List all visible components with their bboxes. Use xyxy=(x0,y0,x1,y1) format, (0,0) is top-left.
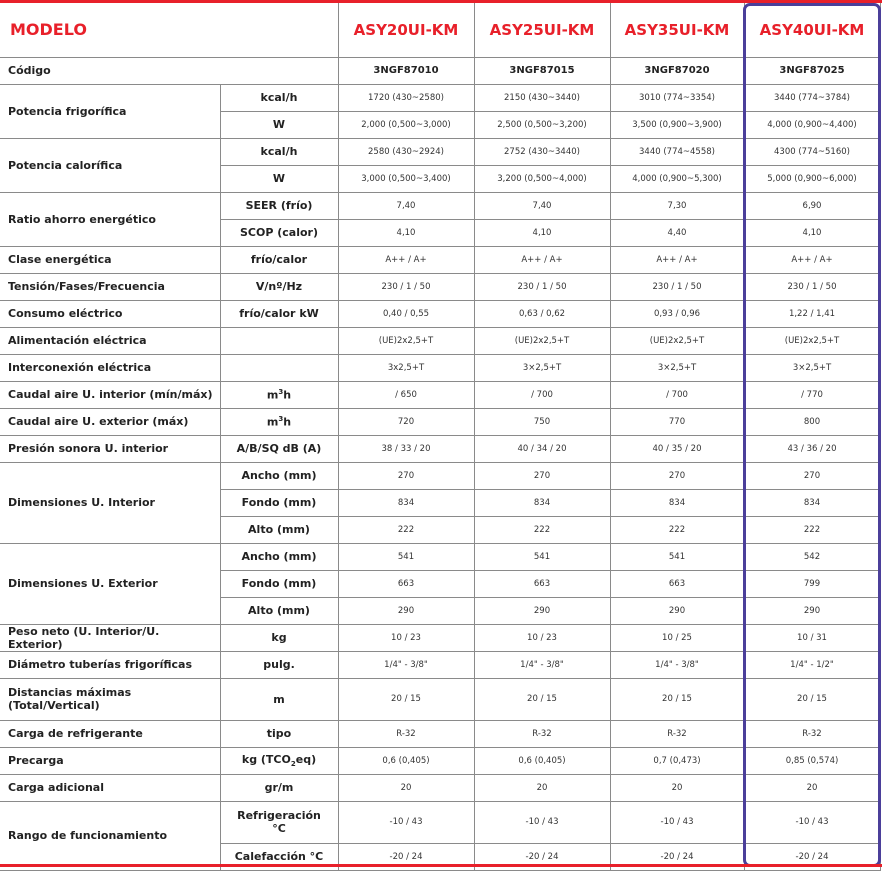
row-label: Potencia calorífica xyxy=(0,138,220,192)
cell-value: R-32 xyxy=(474,720,610,747)
cell-value: 20 / 15 xyxy=(744,678,880,720)
row-label: Interconexión eléctrica xyxy=(0,354,220,381)
cell-value: 222 xyxy=(338,516,474,543)
cell-value: 270 xyxy=(610,462,744,489)
header-row xyxy=(0,3,880,57)
row-label: Peso neto (U. Interior/U. Exterior) xyxy=(0,624,220,651)
unit-superscript: 3 xyxy=(278,414,284,423)
cell-value: 230 / 1 / 50 xyxy=(474,273,610,300)
table-row xyxy=(0,138,880,165)
cell-value: 4,000 (0,900~5,300) xyxy=(610,165,744,192)
cell-value: 541 xyxy=(338,543,474,570)
unit-cell xyxy=(220,747,338,774)
unit-cell: Ancho (mm) xyxy=(220,543,338,570)
cell-value: 3,500 (0,900~3,900) xyxy=(610,111,744,138)
cell-value: 222 xyxy=(744,516,880,543)
table-row xyxy=(0,543,880,570)
row-label: Alimentación eléctrica xyxy=(0,327,220,354)
cell-value: 3,000 (0,500~3,400) xyxy=(338,165,474,192)
cell-value: 663 xyxy=(610,570,744,597)
row-label: Tensión/Fases/Frecuencia xyxy=(0,273,220,300)
unit-cell: pulg. xyxy=(220,651,338,678)
row-label: Dimensiones U. Exterior xyxy=(0,543,220,624)
unit-tail: h xyxy=(283,415,292,429)
cell-value: 7,30 xyxy=(610,192,744,219)
cell-value: 20 xyxy=(744,774,880,801)
cell-value: -10 / 43 xyxy=(338,801,474,843)
cell-value: 7,40 xyxy=(338,192,474,219)
cell-value: 1,22 / 1,41 xyxy=(744,300,880,327)
cell-value: 3440 (774~3784) xyxy=(744,84,880,111)
cell-value: 542 xyxy=(744,543,880,570)
cell-value: 3NGF87020 xyxy=(610,57,744,84)
cell-value: 3NGF87015 xyxy=(474,57,610,84)
cell-value: A++ / A+ xyxy=(610,246,744,273)
cell-value: R-32 xyxy=(744,720,880,747)
table-row xyxy=(0,720,880,747)
unit-cell: gr/m xyxy=(220,774,338,801)
unit-cell xyxy=(220,408,338,435)
table-row xyxy=(0,273,880,300)
table-row xyxy=(0,435,880,462)
cell-value: 270 xyxy=(338,462,474,489)
unit-main: m xyxy=(266,415,279,429)
cell-value: 270 xyxy=(474,462,610,489)
unit-cell: kcal/h xyxy=(220,84,338,111)
unit-tail: h xyxy=(283,388,292,402)
cell-value: 2,500 (0,500~3,200) xyxy=(474,111,610,138)
unit-cell: m xyxy=(220,678,338,720)
cell-value: -10 / 43 xyxy=(610,801,744,843)
cell-value: -20 / 24 xyxy=(338,843,474,870)
cell-value: (UE)2x2,5+T xyxy=(474,327,610,354)
cell-value: 1720 (430~2580) xyxy=(338,84,474,111)
cell-value: 1/4" - 3/8" xyxy=(610,651,744,678)
cell-value: 20 xyxy=(338,774,474,801)
table-row xyxy=(0,84,880,111)
unit-cell: kcal/h xyxy=(220,138,338,165)
unit-cell: Fondo (mm) xyxy=(220,570,338,597)
row-label: Presión sonora U. interior xyxy=(0,435,220,462)
cell-value: A++ / A+ xyxy=(474,246,610,273)
cell-value: (UE)2x2,5+T xyxy=(744,327,880,354)
unit-main: kg (TCO xyxy=(241,752,291,766)
unit-cell: SEER (frío) xyxy=(220,192,338,219)
cell-value: 0,40 / 0,55 xyxy=(338,300,474,327)
row-label: Ratio ahorro energético xyxy=(0,192,220,246)
cell-value: 2,000 (0,500~3,000) xyxy=(338,111,474,138)
cell-value: 20 / 15 xyxy=(338,678,474,720)
cell-value: 0,63 / 0,62 xyxy=(474,300,610,327)
cell-value: 20 xyxy=(610,774,744,801)
cell-value: A++ / A+ xyxy=(338,246,474,273)
cell-value: 720 xyxy=(338,408,474,435)
unit-line2: °C xyxy=(272,822,286,835)
cell-value: 3x2,5+T xyxy=(338,354,474,381)
cell-value: R-32 xyxy=(610,720,744,747)
table-row xyxy=(0,801,880,843)
cell-value: 10 / 31 xyxy=(744,624,880,651)
cell-value: 20 / 15 xyxy=(474,678,610,720)
cell-value: / 770 xyxy=(744,381,880,408)
unit-cell: kg xyxy=(220,624,338,651)
model-name: ASY25UI-KM xyxy=(474,3,610,57)
unit-cell: frío/calor kW xyxy=(220,300,338,327)
cell-value: / 700 xyxy=(474,381,610,408)
unit-tail: eq) xyxy=(295,752,317,766)
table-row xyxy=(0,57,880,84)
table-row xyxy=(0,462,880,489)
row-label: Potencia frigorífica xyxy=(0,84,220,138)
cell-value: 38 / 33 / 20 xyxy=(338,435,474,462)
row-label-line2: (Total/Vertical) xyxy=(8,699,100,712)
cell-value: 834 xyxy=(474,489,610,516)
unit-cell: A/B/SQ dB (A) xyxy=(220,435,338,462)
cell-value: 20 xyxy=(474,774,610,801)
unit-cell: Calefacción °C xyxy=(220,843,338,870)
cell-value: / 650 xyxy=(338,381,474,408)
unit-line1: Refrigeración xyxy=(237,809,321,822)
cell-value: 290 xyxy=(474,597,610,624)
cell-value: 770 xyxy=(610,408,744,435)
cell-value: -20 / 24 xyxy=(610,843,744,870)
cell-value: 3NGF87025 xyxy=(744,57,880,84)
unit-main: m xyxy=(266,388,279,402)
cell-value: 799 xyxy=(744,570,880,597)
cell-value: 541 xyxy=(474,543,610,570)
cell-value: 3×2,5+T xyxy=(474,354,610,381)
model-name: ASY20UI-KM xyxy=(338,3,474,57)
cell-value: 10 / 23 xyxy=(474,624,610,651)
cell-value: 663 xyxy=(474,570,610,597)
cell-value: R-32 xyxy=(338,720,474,747)
cell-value: 290 xyxy=(338,597,474,624)
cell-value: 10 / 25 xyxy=(610,624,744,651)
row-label: Diámetro tuberías frigoríficas xyxy=(0,651,220,678)
cell-value: 3,200 (0,500~4,000) xyxy=(474,165,610,192)
cell-value: 834 xyxy=(610,489,744,516)
cell-value: 3NGF87010 xyxy=(338,57,474,84)
cell-value: 834 xyxy=(744,489,880,516)
row-label: Clase energética xyxy=(0,246,220,273)
cell-value: 0,6 (0,405) xyxy=(474,747,610,774)
unit-cell: W xyxy=(220,111,338,138)
table-row xyxy=(0,381,880,408)
cell-value: 4,10 xyxy=(744,219,880,246)
cell-value: 663 xyxy=(338,570,474,597)
cell-value: (UE)2x2,5+T xyxy=(610,327,744,354)
cell-value: 0,6 (0,405) xyxy=(338,747,474,774)
table-row xyxy=(0,246,880,273)
cell-value: 230 / 1 / 50 xyxy=(610,273,744,300)
cell-value: 40 / 35 / 20 xyxy=(610,435,744,462)
table-row xyxy=(0,651,880,678)
unit-subscript: 2 xyxy=(290,760,296,769)
cell-value: 4,10 xyxy=(474,219,610,246)
cell-value: 750 xyxy=(474,408,610,435)
row-label xyxy=(0,678,220,720)
table-row xyxy=(0,327,880,354)
unit-cell: frío/calor xyxy=(220,246,338,273)
cell-value: 3×2,5+T xyxy=(744,354,880,381)
unit-cell xyxy=(220,801,338,843)
table-row xyxy=(0,624,880,651)
unit-cell xyxy=(220,327,338,354)
unit-cell: Alto (mm) xyxy=(220,516,338,543)
cell-value: 0,7 (0,473) xyxy=(610,747,744,774)
table-row xyxy=(0,354,880,381)
cell-value: 2150 (430~3440) xyxy=(474,84,610,111)
row-label: Rango de funcionamiento xyxy=(0,801,220,870)
cell-value: 10 / 23 xyxy=(338,624,474,651)
table-row xyxy=(0,300,880,327)
unit-cell: tipo xyxy=(220,720,338,747)
unit-cell xyxy=(220,381,338,408)
unit-cell xyxy=(220,354,338,381)
cell-value: 7,40 xyxy=(474,192,610,219)
row-label: Dimensiones U. Interior xyxy=(0,462,220,543)
cell-value: 230 / 1 / 50 xyxy=(338,273,474,300)
cell-value: 20 / 15 xyxy=(610,678,744,720)
row-label: Carga de refrigerante xyxy=(0,720,220,747)
cell-value: / 700 xyxy=(610,381,744,408)
model-name: ASY40UI-KM xyxy=(744,3,880,57)
cell-value: 2580 (430~2924) xyxy=(338,138,474,165)
row-label: Precarga xyxy=(0,747,220,774)
bottom-red-rule xyxy=(0,864,882,867)
cell-value: 1/4" - 3/8" xyxy=(338,651,474,678)
cell-value: 1/4" - 3/8" xyxy=(474,651,610,678)
cell-value: -20 / 24 xyxy=(744,843,880,870)
cell-value: A++ / A+ xyxy=(744,246,880,273)
table-row xyxy=(0,678,880,720)
cell-value: 270 xyxy=(744,462,880,489)
row-label: Caudal aire U. interior (mín/máx) xyxy=(0,381,220,408)
model-name: ASY35UI-KM xyxy=(610,3,744,57)
unit-cell: V/nº/Hz xyxy=(220,273,338,300)
cell-value: 541 xyxy=(610,543,744,570)
cell-value: 4,40 xyxy=(610,219,744,246)
cell-value: 0,85 (0,574) xyxy=(744,747,880,774)
row-label-line1: Distancias máximas xyxy=(8,686,132,699)
cell-value: 290 xyxy=(610,597,744,624)
table-row xyxy=(0,408,880,435)
cell-value: 1/4" - 1/2" xyxy=(744,651,880,678)
table-row xyxy=(0,747,880,774)
cell-value: 5,000 (0,900~6,000) xyxy=(744,165,880,192)
cell-value: 290 xyxy=(744,597,880,624)
cell-value: 40 / 34 / 20 xyxy=(474,435,610,462)
cell-value: 3010 (774~3354) xyxy=(610,84,744,111)
cell-value: 3×2,5+T xyxy=(610,354,744,381)
unit-superscript: 3 xyxy=(278,387,284,396)
table-row xyxy=(0,774,880,801)
cell-value: -10 / 43 xyxy=(474,801,610,843)
cell-value: 222 xyxy=(474,516,610,543)
cell-value: 3440 (774~4558) xyxy=(610,138,744,165)
unit-cell: Fondo (mm) xyxy=(220,489,338,516)
cell-value: 6,90 xyxy=(744,192,880,219)
cell-value: (UE)2x2,5+T xyxy=(338,327,474,354)
cell-value: 230 / 1 / 50 xyxy=(744,273,880,300)
cell-value: 4,000 (0,900~4,400) xyxy=(744,111,880,138)
cell-value: 0,93 / 0,96 xyxy=(610,300,744,327)
unit-cell: Ancho (mm) xyxy=(220,462,338,489)
cell-value: 834 xyxy=(338,489,474,516)
cell-value: 43 / 36 / 20 xyxy=(744,435,880,462)
cell-value: 2752 (430~3440) xyxy=(474,138,610,165)
row-label: Código xyxy=(0,57,338,84)
cell-value: 222 xyxy=(610,516,744,543)
row-label: Consumo eléctrico xyxy=(0,300,220,327)
modelo-label: MODELO xyxy=(0,3,338,57)
cell-value: -20 / 24 xyxy=(474,843,610,870)
table-row xyxy=(0,192,880,219)
row-label: Caudal aire U. exterior (máx) xyxy=(0,408,220,435)
unit-cell: W xyxy=(220,165,338,192)
cell-value: 4,10 xyxy=(338,219,474,246)
cell-value: 4300 (774~5160) xyxy=(744,138,880,165)
cell-value: 800 xyxy=(744,408,880,435)
spec-table xyxy=(0,3,881,871)
unit-cell: Alto (mm) xyxy=(220,597,338,624)
row-label: Carga adicional xyxy=(0,774,220,801)
cell-value: -10 / 43 xyxy=(744,801,880,843)
unit-cell: SCOP (calor) xyxy=(220,219,338,246)
